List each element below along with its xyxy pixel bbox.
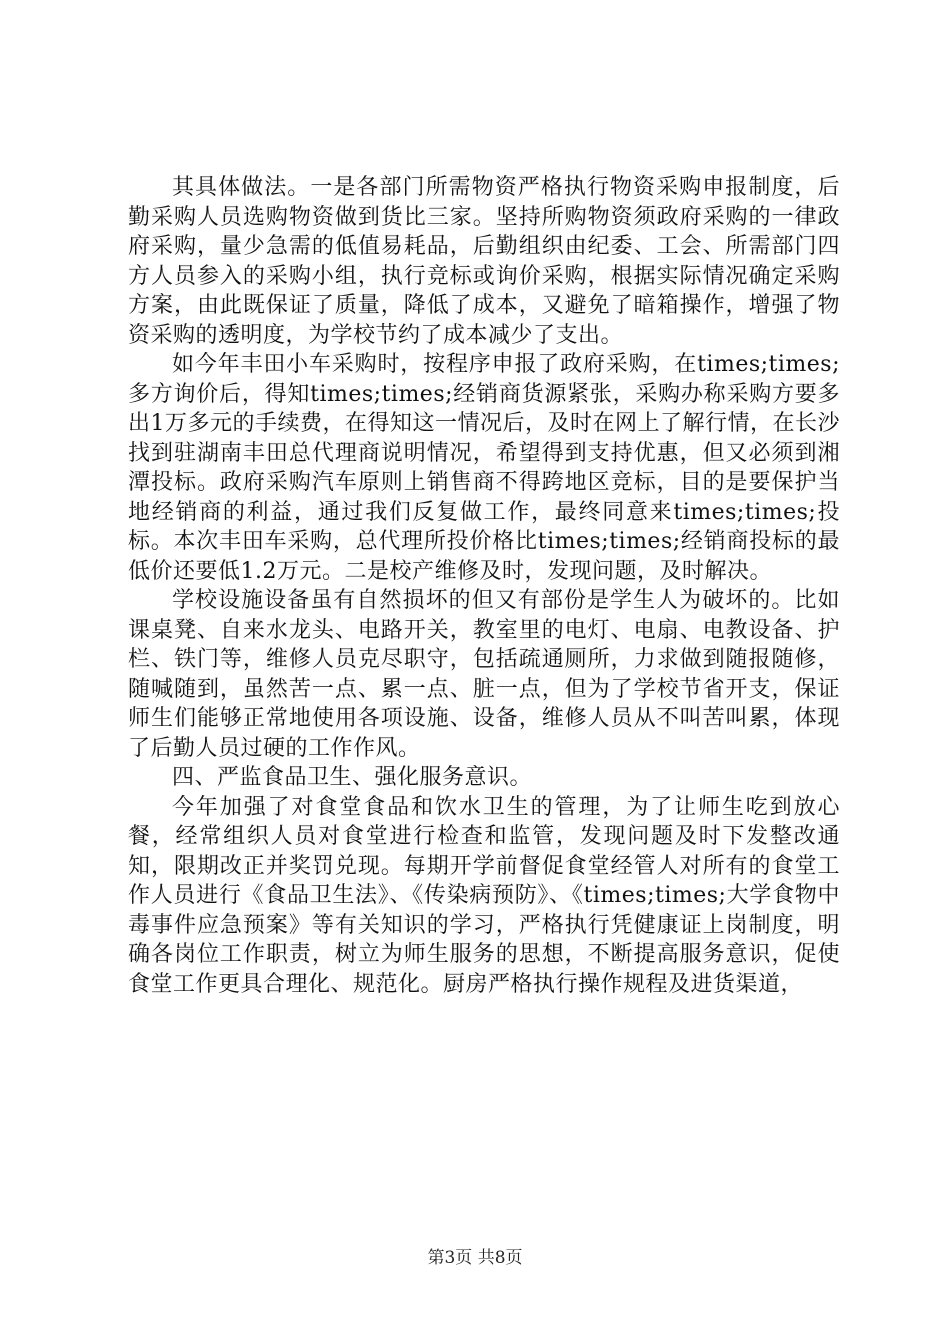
paragraph-procurement-method: 其具体做法。一是各部门所需物资严格执行物资采购申报制度，后勤采购人员选购物资做到货比三家。坚持所购物资须政府采购的一律政府采购，量少急需的低值易耗品，后勤组织由纪委、工会、所需部门四方人员参入的采购小组，执行竞标或询价采购，根据实际情况确定采购方案，由此既保证了质量，降低了成本，又避免了暗箱操作，增强了物资采购的透明度，为学校节约了成本减少了支出。 [128, 175, 840, 348]
paragraph-toyota-purchase: 如今年丰田小车采购时，按程序申报了政府采购，在times;times;多方询价后，得知times;times;经销商货源紧张，采购办称采购方要多出1万多元的手续费，在得知这一情况后，及时在网上了解行情，在长沙找到驻湖南丰田总代理商说明情况，希望得到支持优惠，但又必须到湘潭投标。政府采购汽车原则上销售商不得跨地区竞标，目的是要保护当地经销商的利益，通过我们反复做工作，最终同意来times;times;投标。本次丰田车采购，总代理所投价格比times;times;经销商投标的最低价还要低1.2万元。二是校产维修及时，发现问题，及时解决。 [128, 352, 840, 584]
body-text [128, 173, 840, 999]
page-number-footer: 第3页 共8页 [427, 1248, 523, 1268]
paragraph-canteen-management: 今年加强了对食堂食品和饮水卫生的管理，为了让师生吃到放心餐，经常组织人员对食堂进行检查和监管，发现问题及时下发整改通知，限期改正并奖罚兑现。每期开学前督促食堂经管人对所有的食堂工作人员进行《食品卫生法》、《传染病预防》、《times;times;大学食物中毒事件应急预案》等有关知识的学习，严格执行凭健康证上岗制度，明确各岗位工作职责，树立为师生服务的思想，不断提高服务意识，促使食堂工作更具合理化、规范化。厨房严格执行操作规程及进货渠道， [128, 794, 840, 997]
paragraph-facility-maintenance: 学校设施设备虽有自然损坏的但又有部份是学生人为破坏的。比如课桌凳、自来水龙头、电路开关，教室里的电灯、电扇、电教设备、护栏、铁门等，维修人员克尽职守，包括疏通厕所，力求做到随报随修，随喊随到，虽然苦一点、累一点、脏一点，但为了学校节省开支，保证师生们能够正常地使用各项设施、设备，维修人员从不叫苦叫累，体现了后勤人员过硬的工作作风。 [128, 588, 840, 761]
section-heading-food-hygiene: 四、严监食品卫生、强化服务意识。 [172, 765, 533, 790]
